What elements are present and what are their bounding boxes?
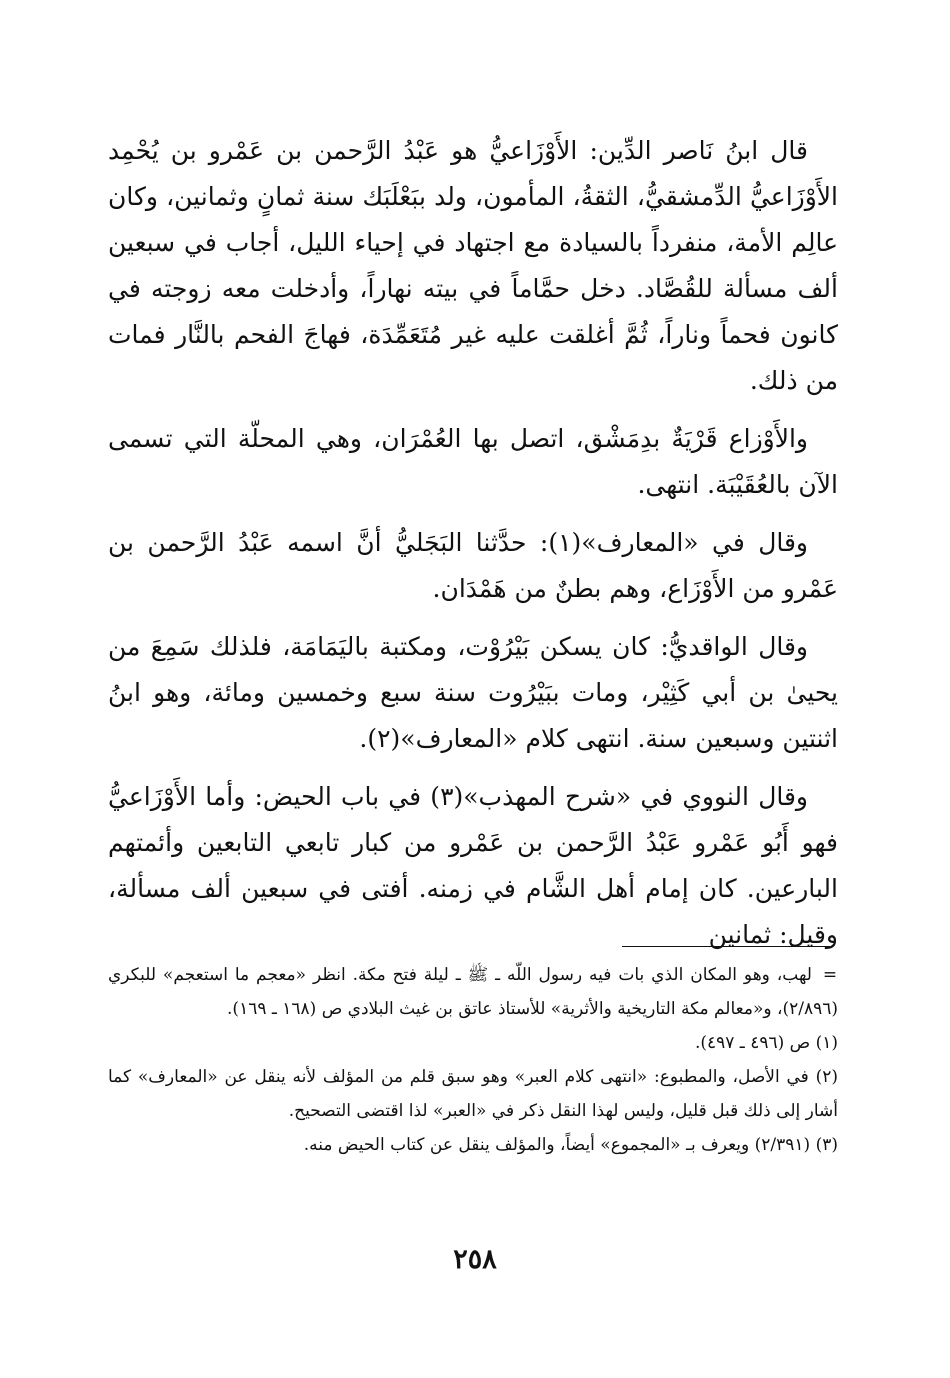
continuation-mark: = bbox=[822, 965, 838, 985]
footnote-separator bbox=[622, 946, 830, 947]
page-number: ٢٥٨ bbox=[453, 1244, 497, 1275]
paragraph-3: وقال في «المعارف»(١): حدَّثنا البَجَليُّ أنَّ اسمه عَبْدُ الرَّحمن بن عَمْرو من الأَوْزَاع، وهم بطنٌ من هَمْدَان. bbox=[108, 528, 838, 603]
main-text bbox=[108, 128, 838, 970]
footnote-continuation-text: لهب، وهو المكان الذي بات فيه رسول اللّه ـ ﷺ ـ ليلة فتح مكة. انظر «معجم ما استعجم» للبكري (٢/٨٩٦)، و«معالم مكة التاريخية والأثرية» للأستاذ عاتق بن غيث البلادي ص (١٦٨ ـ ١٦٩). bbox=[108, 965, 838, 1019]
footnote-continuation bbox=[108, 958, 838, 1026]
paragraph-1: قال ابنُ نَاصر الدِّين: الأَوْزَاعيُّ هو عَبْدُ الرَّحمن بن عَمْرو بن يُحْمِد الأَوْزَاعيُّ الدِّمشقيُّ، الثقةُ، المأمون، ولد ببَعْلَبَك سنة ثمانٍ وثمانين، وكان عالِم الأمة، منفرداً بالسيادة مع اجتهاد في إحياء الليل، أجاب في سبعين ألف مسألة للقُصَّاد. دخل حمَّاماً في بيته نهاراً، وأدخلت معه زوجته في كانون فحماً وناراً، ثُمَّ أغلقت عليه غير مُتَعَمِّدَة، فهاجَ الفحم بالنَّار فمات من ذلك. bbox=[108, 136, 838, 395]
footnote-1: (١) ص (٤٩٦ ـ ٤٩٧). bbox=[694, 1033, 838, 1053]
footnote-3: (٣) (٢/٣٩١) ويعرف بـ «المجموع» أيضاً، والمؤلف ينقل عن كتاب الحيض منه. bbox=[303, 1135, 838, 1155]
paragraph-4: وقال الواقديُّ: كان يسكن بَيْرُوْت، ومكتبة باليَمَامَة، فلذلك سَمِعَ من يحيىٰ بن أبي كَثِيْر، ومات ببَيْرُوت سنة سبع وخمسين ومائة، وهو ابنُ اثنتين وسبعين سنة. انتهى كلام «المعارف»(٢). bbox=[108, 632, 838, 753]
footnote-2: (٢) في الأصل، والمطبوع: «انتهى كلام العبر» وهو سبق قلم من المؤلف لأنه ينقل عن «المعارف» كما أشار إلى ذلك قبل قليل، وليس لهذا النقل ذكر في «العبر» لذا اقتضى التصحيح. bbox=[108, 1067, 838, 1121]
footnotes bbox=[108, 958, 838, 1162]
paragraph-2: والأَوْزاع قَرْيَةٌ بدِمَشْق، اتصل بها العُمْرَان، وهي المحلّة التي تسمى الآن بالعُقَيْبَة. انتهى. bbox=[108, 424, 838, 499]
paragraph-5: وقال النووي في «شرح المهذب»(٣) في باب الحيض: وأما الأَوْزَاعيُّ فهو أَبُو عَمْرو عَبْدُ الرَّحمن بن عَمْرو من كبار تابعي التابعين وأئمتهم البارعين. كان إمام أهل الشَّام في زمنه. أفتى في سبعين ألف مسألة، وقيل: ثمانين bbox=[108, 782, 838, 949]
